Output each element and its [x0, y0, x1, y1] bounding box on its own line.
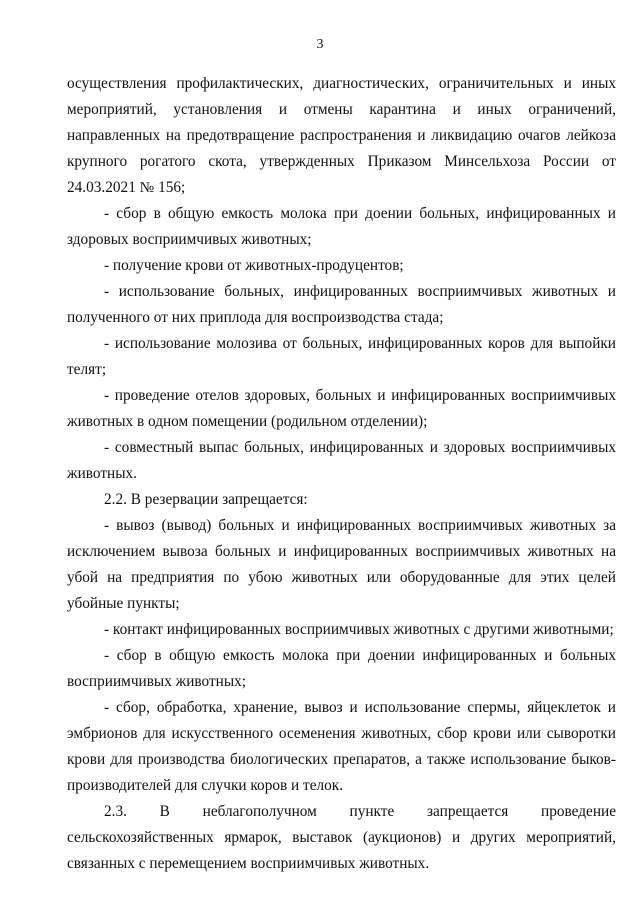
paragraph-semen-embryos: - сбор, обработка, хранение, вывоз и использование спермы, яйцеклеток и эмбрионов для искусственного осеменения животных, сбор крови или сыворотки крови для производства биологических препаратов, а также использование быков-производителей для случки коров и телок. [67, 699, 616, 794]
paragraph-colostrum: - использование молозива от больных, инфицированных коров для выпойки телят; [67, 335, 616, 378]
paragraph-contact: - контакт инфицированных восприимчивых животных с другими животными; [104, 621, 614, 638]
page-number: 3 [316, 37, 324, 52]
paragraph-milk-collection-reservation: - сбор в общую емкость молока при доении инфицированных и больных восприимчивых животных; [67, 647, 616, 690]
paragraph-blood-donors: - получение крови от животных-продуцентов; [104, 257, 404, 274]
paragraph-removal: - вывоз (вывод) больных и инфицированных восприимчивых животных за исключением вывоза больных и инфицированных восприимчивых животных на убой на предприятия по убою животных или оборудованные для этих целей убойные пункты; [67, 517, 616, 612]
paragraph-continuation: осуществления профилактических, диагностических, ограничительных и иных мероприятий, установления и отмены карантина и иных ограничений, направленных на предотвращение распространения и ликвидацию очагов лейкоза крупного рогатого скота, утвержденных Приказом Минсельхоза России от 24.03.2021 № 156; [67, 75, 616, 196]
section-2-2-heading: 2.2. В резервации запрещается: [104, 491, 308, 508]
section-2-3-paragraph: 2.3. В неблагополучном пункте запрещается проведение сельскохозяйственных ярмарок, выставок (аукционов) и других мероприятий, связанных с перемещением восприимчивых животных. [67, 803, 616, 872]
document-body [67, 71, 616, 877]
paragraph-calving: - проведение отелов здоровых, больных и инфицированных восприимчивых животных в одном помещении (родильном отделении); [67, 387, 616, 430]
paragraph-grazing: - совместный выпас больных, инфицированных и здоровых восприимчивых животных. [67, 439, 616, 482]
paragraph-herd-reproduction: - использование больных, инфицированных восприимчивых животных и полученного от них приплода для воспроизводства стада; [67, 283, 616, 326]
paragraph-milk-collection: - сбор в общую емкость молока при доении больных, инфицированных и здоровых восприимчивых животных; [67, 205, 616, 248]
